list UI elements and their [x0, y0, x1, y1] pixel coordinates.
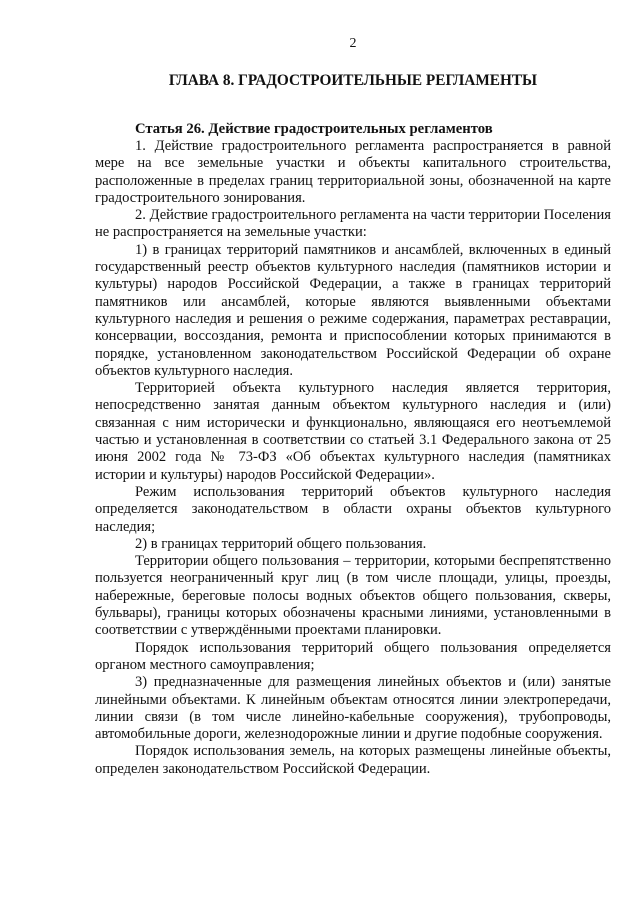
page-number: 2 — [349, 36, 357, 51]
document-body — [95, 138, 611, 778]
paragraph: Порядок использования территорий общего пользования определяется органом местного самоуправления; — [95, 639, 611, 673]
paragraph: Территории общего пользования – территории, которыми беспрепятственно пользуется неограниченный круг лиц (в том числе площади, улицы, проезды, набережные, береговые полосы водных объектов общего пользования, скверы, бульвары), границы которых обозначены красными линиями, установленными в соответствии с утверждёнными проектами планировки. — [95, 553, 611, 639]
chapter-title: ГЛАВА 8. ГРАДОСТРОИТЕЛЬНЫЕ РЕГЛАМЕНТЫ — [168, 72, 538, 89]
paragraph: Порядок использования земель, на которых размещены линейные объекты, определен законодательством Российской Федерации. — [95, 743, 611, 777]
paragraph: 1) в границах территорий памятников и ансамблей, включенных в единый государственный реестр объектов культурного наследия (памятников истории и культуры) народов Российской Федерации, а также в границах территорий памятников или ансамблей, которые являются выявленными объектами культурного наследия и решения о режиме содержания, параметрах реставрации, консервации, воссоздания, ремонта и приспособлении которых принимаются в порядке, установленном законодательством Российской Федерации об охране объектов культурного наследия. — [95, 241, 611, 379]
paragraph: Территорией объекта культурного наследия является территория, непосредственно занятая данным объектом культурного наследия и (или) связанная с ним исторически и функционально, являющаяся его неотъемлемой частью и установленная в соответствии со статьей 3.1 Федерального закона от 25 июня 2002 года № 73-ФЗ «Об объектах культурного наследия (памятниках истории и культуры) народов Российской Федерации». — [95, 380, 611, 483]
paragraph: 1. Действие градостроительного регламента распространяется в равной мере на все земельные участки и объекты капитального строительства, расположенные в пределах границ территориальной зоны, обозначенной на карте градостроительного зонирования. — [95, 138, 611, 206]
paragraph: Режим использования территорий объектов культурного наследия определяется законодательством в области охраны объектов культурного наследия; — [95, 483, 611, 535]
paragraph: 2. Действие градостроительного регламента на части территории Поселения не распространяется на земельные участки: — [95, 207, 611, 241]
paragraph: 3) предназначенные для размещения линейных объектов и (или) занятые линейными объектами. К линейным объектам относятся линии электропередачи, линии связи (в том числе линейно-кабельные сооружения), трубопроводы, автомобильные дороги, железнодорожные линии и другие подобные сооружения. — [95, 674, 611, 743]
article-title: Статья 26. Действие градостроительных регламентов — [135, 121, 493, 137]
paragraph: 2) в границах территорий общего пользования. — [135, 535, 427, 552]
